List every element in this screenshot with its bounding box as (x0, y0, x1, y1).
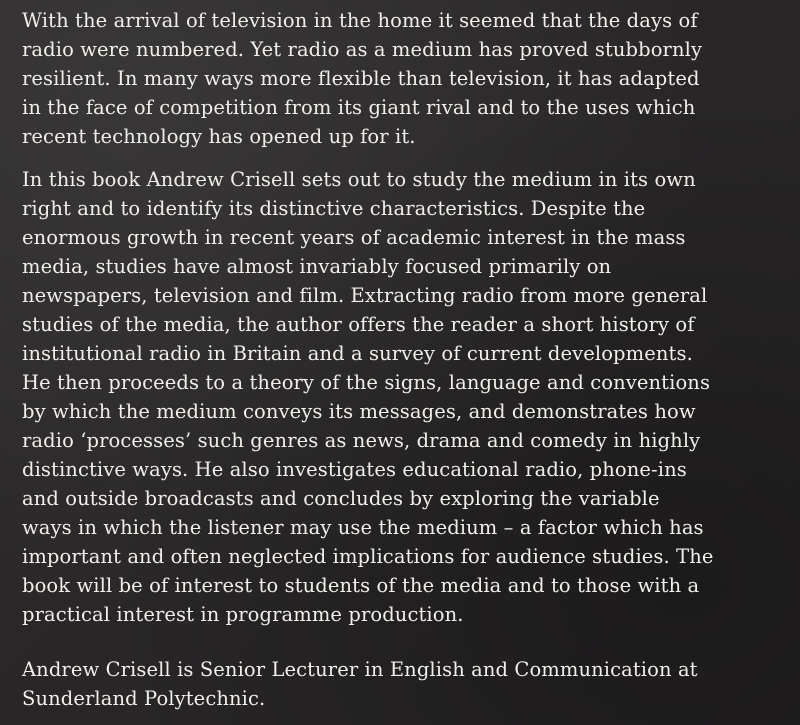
intro-paragraph (22, 6, 778, 151)
text-line: In this book Andrew Crisell sets out to study the medium in its own (22, 168, 696, 191)
text-line: media, studies have almost invariably focused primarily on (22, 255, 612, 278)
paragraph-spacer (22, 629, 778, 655)
text-line: by which the medium conveys its messages, and demonstrates how (22, 400, 696, 423)
text-line: practical interest in programme production. (22, 603, 464, 626)
text-line: institutional radio in Britain and a survey of current developments. (22, 342, 693, 365)
text-line: ways in which the listener may use the medium – a factor which has (22, 516, 704, 539)
text-line: resilient. In many ways more flexible than television, it has adapted (22, 67, 700, 90)
text-line: With the arrival of television in the home it seemed that the days of (22, 9, 698, 32)
text-line: enormous growth in recent years of academic interest in the mass (22, 226, 686, 249)
description-paragraph (22, 165, 778, 629)
paragraph-spacer (22, 151, 778, 165)
text-line: radio ‘processes’ such genres as news, drama and comedy in highly (22, 429, 701, 452)
text-line: right and to identify its distinctive characteristics. Despite the (22, 197, 646, 220)
text-line: studies of the media, the author offers the reader a short history of (22, 313, 695, 336)
text-line: He then proceeds to a theory of the signs, language and conventions (22, 371, 711, 394)
text-line: newspapers, television and film. Extracting radio from more general (22, 284, 708, 307)
author-bio (22, 655, 778, 713)
text-line: and outside broadcasts and concludes by exploring the variable (22, 487, 660, 510)
text-line: Andrew Crisell is Senior Lecturer in English and Communication at (22, 658, 698, 681)
text-line: recent technology has opened up for it. (22, 125, 416, 148)
text-line: in the face of competition from its giant rival and to the uses which (22, 96, 696, 119)
text-line: book will be of interest to students of the media and to those with a (22, 574, 700, 597)
text-line: radio were numbered. Yet radio as a medium has proved stubbornly (22, 38, 703, 61)
text-line: distinctive ways. He also investigates educational radio, phone-ins (22, 458, 687, 481)
text-line: Sunderland Polytechnic. (22, 687, 266, 710)
text-line: important and often neglected implications for audience studies. The (22, 545, 714, 568)
